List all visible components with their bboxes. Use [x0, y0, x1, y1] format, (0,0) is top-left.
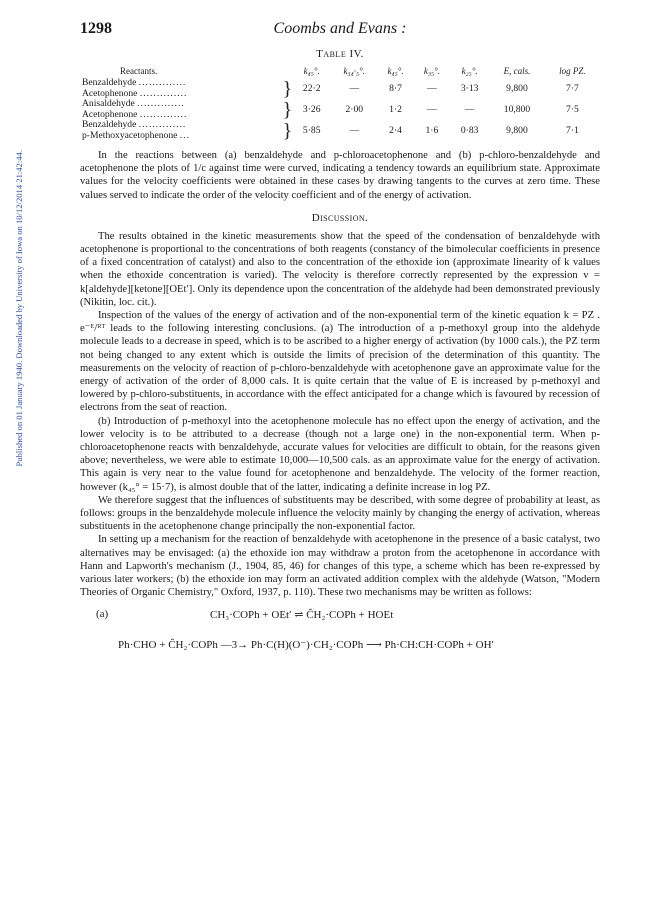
- column-header: k₃₄·₅°.: [343, 66, 366, 76]
- reactants-cell: Anisaldehyde .............. Acetophenone ..............: [82, 98, 188, 120]
- data-table: [80, 66, 600, 141]
- reactant-name: Benzaldehyde: [82, 119, 137, 130]
- table-cell: 10,800: [503, 104, 531, 115]
- table-cell: —: [349, 125, 360, 136]
- column-header: k₄₅°.: [303, 66, 320, 76]
- reactants-cell: Benzaldehyde .............. Acetophenone ..............: [82, 77, 188, 99]
- brace-spacer: [283, 66, 293, 78]
- column-header: k₄₅°.: [387, 66, 404, 76]
- section-heading: Discussion.: [311, 211, 369, 224]
- watermark-text: Published on 01 January 1940. Downloaded by University of Iowa on 10/12/2014 21:42:44.: [14, 150, 24, 467]
- table-cell: 7·7: [565, 83, 579, 94]
- table-row: [80, 78, 600, 99]
- reactant-name: Acetophenone: [82, 108, 138, 120]
- column-header: Reactants.: [120, 66, 158, 76]
- reactant-name: p-Methoxyacetophenone: [82, 129, 178, 141]
- table-cell: 1·6: [425, 125, 439, 136]
- table-cell: 8·7: [389, 83, 402, 94]
- reactant-name: Benzaldehyde: [82, 77, 137, 88]
- table-cell: —: [464, 104, 475, 115]
- table-cell: 5·85: [302, 125, 321, 136]
- equation-b: [80, 632, 600, 658]
- table-cell: 0·83: [460, 125, 479, 136]
- table-caption: Table IV.: [316, 48, 364, 60]
- table-row: [80, 99, 600, 120]
- table-cell: 7·5: [565, 104, 579, 115]
- table-cell: 22·2: [302, 83, 321, 94]
- body-paragraph: In the reactions between (a) benzaldehyde and p-chloroacetophenone and (b) p-chloro-benzaldehyde and acetophenone the plots of 1/c against time were curved, indicating a tendency towards an equilibrium state. Approximate values for the velocity coefficients were obtained in these cases by drawing tangents to the curves at zero time. These values served to indicate the order of the velocity coefficient and of the energy of activation.: [80, 150, 600, 201]
- equation-a: [80, 608, 600, 626]
- equation-label: (a): [96, 607, 109, 620]
- column-header: k₂₅°.: [461, 66, 478, 76]
- body-paragraph: The results obtained in the kinetic measurements show that the speed of the condensation of benzaldehyde with acetophenone is proportional to the concentrations of both reagents (constancy of the bimolecular coefficients in presence of a fixed concentration of catalyst) and also to the concentration of the ethoxide ion (approximate linearity of k values when the ethoxide concentration is varied). The velocity is therefore correctly represented by the expression v = k[aldehyde][ketone][OEt′]. Only its dependence upon the concentration of the aldehyde had been demonstrated previously (Nikitin, loc. cit.).: [80, 230, 600, 308]
- equation-text: CH₃·COPh + OEt′ ⇌ ĈH₂·COPh + HOEt: [210, 608, 394, 621]
- table-cell: 9,800: [506, 83, 528, 94]
- column-header: E, cals.: [503, 66, 531, 76]
- table-cell: 1·2: [389, 104, 402, 115]
- brace: }: [282, 119, 293, 142]
- running-title: Coombs and Evans :: [273, 20, 407, 37]
- column-header: log PZ.: [559, 66, 586, 76]
- body-paragraph: (b) Introduction of p-methoxyl into the acetophenone molecule has no effect upon the energy of activation, and the lower velocity is to be attributed to a decrease (though not a large one) in the non-exponential term. When p-chloroacetophenone reacts with benzaldehyde, accurate values for velocities are difficult to obtain, for the reasons given above; nevertheless, we were able to estimate 10,000—10,500 cals. as an approximate value for the energy of activation. This again is very near to the value found for acetophenone and benzaldehyde. The velocity of the former reaction, however (k₄₅° = 15·7), is almost double that of the latter, indicating a definite increase in log PZ.: [80, 415, 600, 493]
- table-cell: —: [349, 83, 360, 94]
- table-cell: 2·00: [345, 104, 364, 115]
- table-cell: 7·1: [565, 125, 579, 136]
- brace: }: [282, 98, 293, 121]
- brace: }: [282, 77, 293, 100]
- table-cell: 3·26: [302, 104, 321, 115]
- column-header: k₃₅°.: [423, 66, 440, 76]
- reactant-name: Anisaldehyde: [82, 98, 135, 109]
- table-row: [80, 120, 600, 141]
- body-paragraph: We therefore suggest that the influences of substituents may be described, with some degree of probability at least, as follows: groups in the benzaldehyde molecule influence the velocity mainly by changing the energy of activation, whereas substituents in the acetophenone change principally the non-exponential factor.: [80, 494, 600, 533]
- publication-watermark: [0, 150, 28, 630]
- equation-text: Ph·CHO + ĈH₂·COPh —3→ Ph·C(H)(O⁻)·CH₂·COPh ⟶ Ph·CH:CH·COPh + OH′: [118, 638, 494, 651]
- body-paragraph: Inspection of the values of the energy of activation and of the non-exponential term of the kinetic equation k = PZ . e⁻ᴱ/ᴿᵀ leads to the following interesting conclusions. (a) The introduction of a p-methoxyl group into the aldehyde molecule leads to a decrease in speed, which is to be ascribed to a higher energy of activation (by 1000 cals.), the PZ term not being changed to any extent which is outside the limits of precision of the determination of this quantity. The measurements on the velocity of reaction of p-chloro-benzaldehyde with acetophenone gave an approximate value for the energy of activation of the order of 8,000 cals. It is quite certain that the value of E is increased by p-methoxyl and lowered by p-chloro-substituents, in accordance with the effect anticipated for a change which is favoured by recession of electrons from the seat of reaction.: [80, 310, 600, 414]
- page-content: [80, 20, 600, 658]
- body-paragraph: In setting up a mechanism for the reaction of benzaldehyde with acetophenone in the presence of a basic catalyst, two alternatives may be envisaged: (a) the ethoxide ion may withdraw a proton from the acetophenone in accordance with Hann and Lapworth's mechanism (J., 1904, 85, 46) for changes of this type, a scheme which has been re-expressed by various later workers; (b) the ethoxide ion may form an activated addition complex with the aldehyde (Watson, "Modern Theories of Organic Chemistry," Oxford, 1937, p. 110). These two mechanisms may be written as follows:: [80, 534, 600, 599]
- table-cell: 2·4: [389, 125, 402, 136]
- reactants-cell: Benzaldehyde .............. p-Methoxyacetophenone ...: [82, 119, 190, 141]
- table-cell: —: [427, 83, 437, 94]
- page-header: [80, 20, 600, 42]
- reactant-name: Acetophenone: [82, 87, 138, 99]
- table-cell: 3·13: [460, 83, 479, 94]
- table-cell: —: [427, 104, 437, 115]
- page-number: 1298: [80, 20, 112, 37]
- table-cell: 9,800: [506, 125, 528, 136]
